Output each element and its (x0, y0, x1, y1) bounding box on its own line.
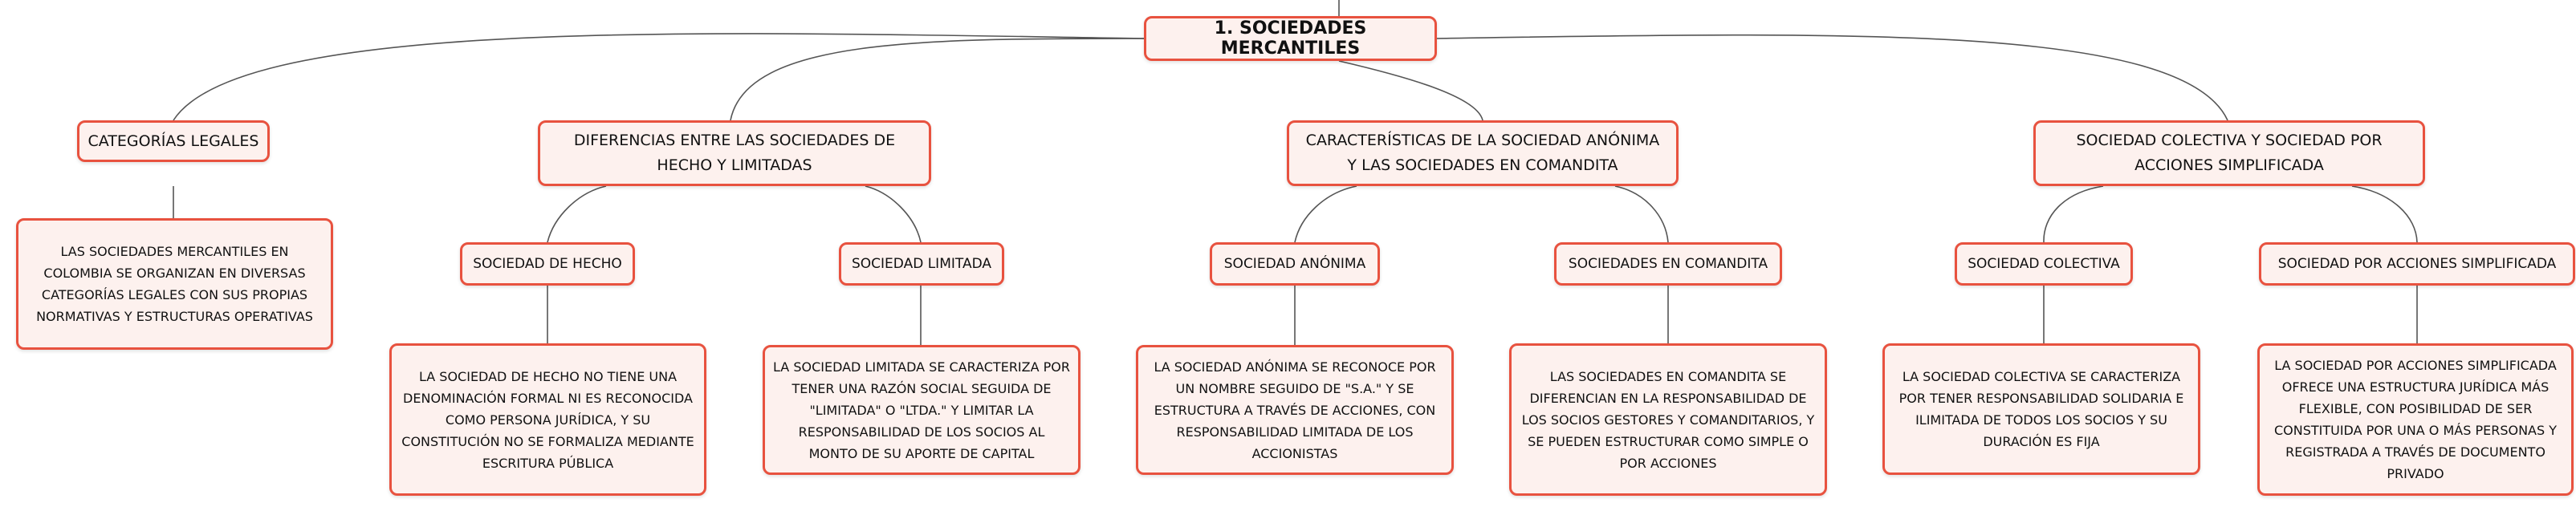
leaf-categorias-legales[interactable] (16, 218, 333, 350)
branch-title: SOCIEDAD COLECTIVA Y SOCIEDAD POR ACCIONES SIMPLIFICADA (2076, 132, 2383, 174)
leaf-sociedad-limitada[interactable] (763, 345, 1080, 475)
root-node[interactable] (1144, 16, 1437, 61)
leaf-text: LA SOCIEDAD COLECTIVA SE CARACTERIZA POR TENER RESPONSABILIDAD SOLIDARIA E ILIMITADA DE TODOS LOS SOCIOS Y SU DURACIÓN ES FIJA (1898, 369, 2184, 449)
node-title: SOCIEDAD LIMITADA (852, 256, 991, 272)
node-sociedad-limitada[interactable] (839, 242, 1004, 286)
connector-root-to-categorias (173, 34, 1144, 120)
branch-title: CARACTERÍSTICAS DE LA SOCIEDAD ANÓNIMA Y LAS SOCIEDADES EN COMANDITA (1305, 132, 1660, 174)
connector-colectiva-to-sas (2352, 186, 2417, 242)
leaf-sociedad-por-acciones-simplificada[interactable] (2257, 343, 2574, 496)
leaf-sociedades-en-comandita[interactable] (1509, 343, 1827, 496)
leaf-text: LAS SOCIEDADES MERCANTILES EN COLOMBIA SE ORGANIZAN EN DIVERSAS CATEGORÍAS LEGALES CON SUS PROPIAS NORMATIVAS Y ESTRUCTURAS OPERATIVAS (36, 244, 313, 324)
node-title: SOCIEDAD ANÓNIMA (1223, 256, 1366, 272)
connector-caracteristicas-to-anonima (1295, 186, 1357, 242)
leaf-sociedad-colectiva[interactable] (1882, 343, 2200, 475)
leaf-text: LA SOCIEDAD POR ACCIONES SIMPLIFICADA OFRECE UNA ESTRUCTURA JURÍDICA MÁS FLEXIBLE, CON POSIBILIDAD DE SER CONSTITUIDA POR UNA O MÁS PERSONAS Y REGISTRADA A TRAVÉS DE DOCUMENTO PRIVADO (2273, 358, 2558, 481)
node-sociedad-anonima[interactable] (1210, 242, 1380, 286)
connector-diferencias-to-hecho (547, 186, 606, 242)
connector-root-to-caracteristicas (1339, 61, 1483, 120)
leaf-text: LA SOCIEDAD DE HECHO NO TIENE UNA DENOMINACIÓN FORMAL NI ES RECONOCIDA COMO PERSONA JURÍDICA, Y SU CONSTITUCIÓN NO SE FORMALIZA MEDIANTE ESCRITURA PÚBLICA (401, 368, 694, 471)
node-sociedades-en-comandita[interactable] (1554, 242, 1782, 286)
connector-root-to-diferencias (730, 39, 1144, 120)
node-title: SOCIEDADES EN COMANDITA (1568, 256, 1768, 272)
branch-title: CATEGORÍAS LEGALES (87, 132, 259, 150)
connector-diferencias-to-limitada (865, 186, 921, 242)
branch-categorias-legales[interactable] (77, 120, 270, 162)
connector-caracteristicas-to-comandita (1615, 186, 1668, 242)
root-title: 1. SOCIEDADES MERCANTILES (1214, 18, 1367, 59)
node-title: SOCIEDAD POR ACCIONES SIMPLIFICADA (2277, 256, 2557, 272)
leaf-sociedad-anonima[interactable] (1136, 345, 1454, 475)
branch-diferencias[interactable] (538, 120, 931, 186)
connector-colectiva-to-sociedad-colectiva (2044, 186, 2103, 242)
leaf-text: LA SOCIEDAD LIMITADA SE CARACTERIZA POR TENER UNA RAZÓN SOCIAL SEGUIDA DE "LIMITADA" O "LTDA." Y LIMITAR LA RESPONSABILIDAD DE LOS SOCIOS AL MONTO DE SU APORTE DE CAPITAL (773, 359, 1070, 461)
branch-caracteristicas[interactable] (1287, 120, 1679, 186)
node-sociedad-por-acciones-simplificada[interactable] (2259, 242, 2575, 286)
leaf-text: LA SOCIEDAD ANÓNIMA SE RECONOCE POR UN NOMBRE SEGUIDO DE "S.A." Y SE ESTRUCTURA A TRAVÉS DE ACCIONES, CON RESPONSABILIDAD LIMITADA DE LOS ACCIONISTAS (1154, 359, 1436, 461)
node-title: SOCIEDAD COLECTIVA (1968, 256, 2120, 272)
node-sociedad-colectiva[interactable] (1955, 242, 2133, 286)
branch-title: DIFERENCIAS ENTRE LAS SOCIEDADES DE HECHO Y LIMITADAS (573, 132, 896, 174)
leaf-sociedad-de-hecho[interactable] (389, 343, 706, 496)
branch-colectiva-sas[interactable] (2033, 120, 2425, 186)
node-title: SOCIEDAD DE HECHO (473, 256, 622, 272)
leaf-text: LAS SOCIEDADES EN COMANDITA SE DIFERENCIAN EN LA RESPONSABILIDAD DE LOS SOCIOS GESTORES Y COMANDITARIOS, Y SE PUEDEN ESTRUCTURAR COMO SIMPLE O POR ACCIONES (1521, 368, 1815, 471)
node-sociedad-de-hecho[interactable] (460, 242, 635, 286)
connector-root-to-colectiva (1437, 35, 2228, 120)
